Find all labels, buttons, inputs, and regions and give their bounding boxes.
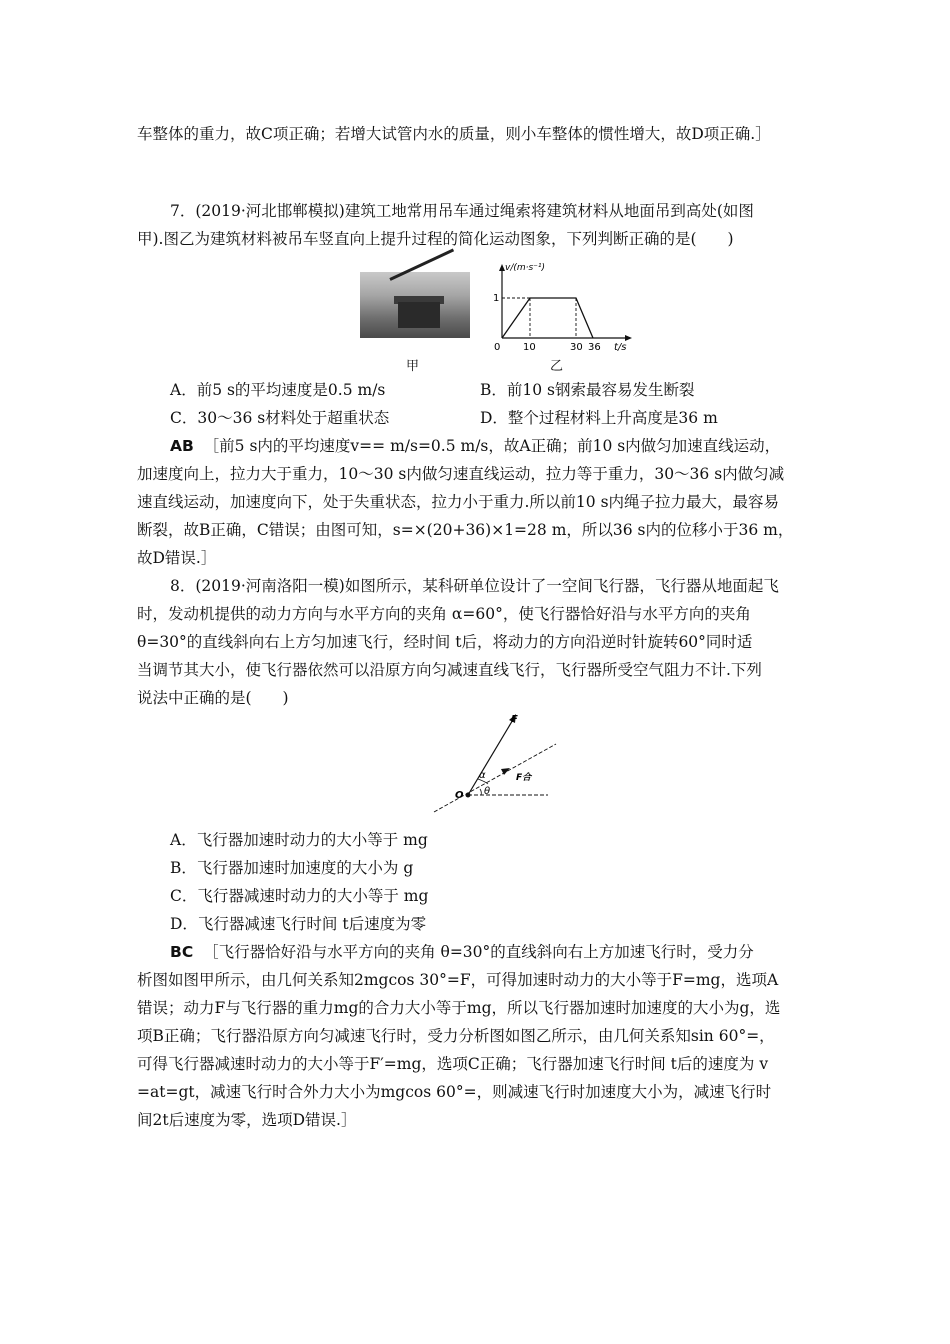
building: [398, 302, 440, 328]
theta-label: θ: [484, 786, 491, 797]
q8-explanation-line6: =at=gt，减速飞行时合外力大小为mgcos 60°=，则减速飞行时加速度大小为，减速飞行时: [137, 1083, 772, 1101]
origin-label: O: [455, 790, 464, 801]
q8-stem-line1: 8．(2019·河南洛阳一模)如图所示，某科研单位设计了一空间飞行器，飞行器从地面起飞: [170, 577, 779, 595]
theta-arc: [480, 789, 481, 795]
q8-stem-line5: 说法中正确的是( ): [137, 689, 289, 707]
graph-origin: 0: [494, 342, 501, 352]
force-f-label: F: [511, 714, 518, 725]
q8-option-d: D．飞行器减速飞行时间 t后速度为零: [170, 915, 427, 933]
graph-xtick-30: 30: [570, 342, 583, 352]
q8-explanation-line2: 析图如图甲所示，由几何关系知2mgcos 30°=F，可得加速时动力的大小等于F=mg，选项A: [137, 971, 779, 989]
figure-b-caption: 乙: [550, 359, 564, 374]
q8-option-a: A．飞行器加速时动力的大小等于 mg: [170, 831, 428, 849]
q7-option-d: D．整个过程材料上升高度是36 m: [480, 409, 718, 427]
graph-ylabel: v/(m·s⁻¹): [505, 263, 546, 273]
q8-explanation-line7: 间2t后速度为零，选项D错误.］: [137, 1111, 357, 1129]
q7-option-b: B．前10 s钢索最容易发生断裂: [480, 381, 695, 399]
q7-explanation-text1: ［前5 s内的平均速度v== m/s=0.5 m/s，故A正确；前10 s内做匀加速直线运动，: [203, 437, 781, 455]
vt-graph: [490, 260, 640, 352]
q8-option-c: C．飞行器减速时动力的大小等于 mg: [170, 887, 429, 905]
q8-explanation-line3: 错误；动力F与飞行器的重力mg的合力大小等于mg，所以飞行器加速时加速度的大小为g，选: [137, 999, 781, 1017]
velocity-curve: [502, 298, 593, 338]
q8-explanation-text1: ［飞行器恰好沿与水平方向的夹角 θ=30°的直线斜向右上方加速飞行时，受力分: [203, 943, 754, 961]
q7-option-a: A．前5 s的平均速度是0.5 m/s: [170, 381, 386, 399]
q7-explanation-line4: 断裂，故B正确，C错误；由图可知，s=×(20+36)×1=28 m，所以36 s内的位移小于36 m，: [137, 521, 794, 539]
q7-stem-line1: 7．(2019·河北邯郸模拟)建筑工地常用吊车通过绳索将建筑材料从地面吊到高处(如图: [170, 202, 754, 220]
origin-dot: [466, 793, 471, 798]
flight-direction-line: [434, 744, 556, 812]
q8-answer: BC: [170, 943, 194, 961]
prev-explanation-tail: 车整体的重力，故C项正确；若增大试管内水的质量，则小车整体的惯性增大，故D项正确.］: [137, 125, 771, 143]
q8-explanation-line4: 项B正确；飞行器沿原方向匀减速飞行时，受力分析图如图乙所示，由几何关系知sin 60°=，: [137, 1027, 775, 1045]
graph-xlabel: t/s: [614, 342, 627, 352]
q7-explanation-line1: [170, 436, 780, 456]
graph-xtick-36: 36: [588, 342, 601, 352]
alpha-label: α: [479, 770, 486, 781]
q7-explanation-line2: 加速度向上，拉力大于重力，10～30 s内做匀速直线运动，拉力等于重力，30～36 s内做匀减: [137, 465, 785, 483]
q8-option-b: B．飞行器加速时加速度的大小为 g: [170, 859, 414, 877]
q7-explanation-line3: 速直线运动，加速度向下，处于失重状态，拉力小于重力.所以前10 s内绳子拉力最大，最容易: [137, 493, 780, 511]
graph-x-arrow: [625, 335, 632, 341]
crane-photo: [360, 272, 470, 338]
graph-ytick-1: 1: [493, 293, 500, 304]
q7-option-c: C．30～36 s材料处于超重状态: [170, 409, 390, 427]
q8-explanation-line1: [170, 942, 754, 962]
crane-boom: [389, 249, 454, 281]
q8-stem-line3: θ=30°的直线斜向右上方匀加速飞行，经时间 t后，将动力的方向沿逆时针旋转60°同时适: [137, 633, 753, 651]
force-f-vector: [468, 718, 514, 795]
force-diagram: [430, 708, 560, 814]
graph-xtick-10: 10: [523, 342, 536, 352]
net-force-label: F合: [516, 773, 532, 783]
q7-answer: AB: [170, 437, 194, 455]
q8-stem-line2: 时，发动机提供的动力方向与水平方向的夹角 α=60°，使飞行器恰好沿与水平方向的夹角: [137, 605, 751, 623]
q7-explanation-line5: 故D错误.］: [137, 549, 217, 567]
q7-stem-line2: 甲).图乙为建筑材料被吊车竖直向上提升过程的简化运动图象，下列判断正确的是( ): [137, 230, 734, 248]
q8-stem-line4: 当调节其大小，使飞行器依然可以沿原方向匀减速直线飞行，飞行器所受空气阻力不计.下列: [137, 661, 762, 679]
figure-a-caption: 甲: [406, 359, 420, 374]
q8-explanation-line5: 可得飞行器减速时动力的大小等于F′=mg，选项C正确；飞行器加速飞行时间 t后的速度为 v: [137, 1055, 769, 1073]
